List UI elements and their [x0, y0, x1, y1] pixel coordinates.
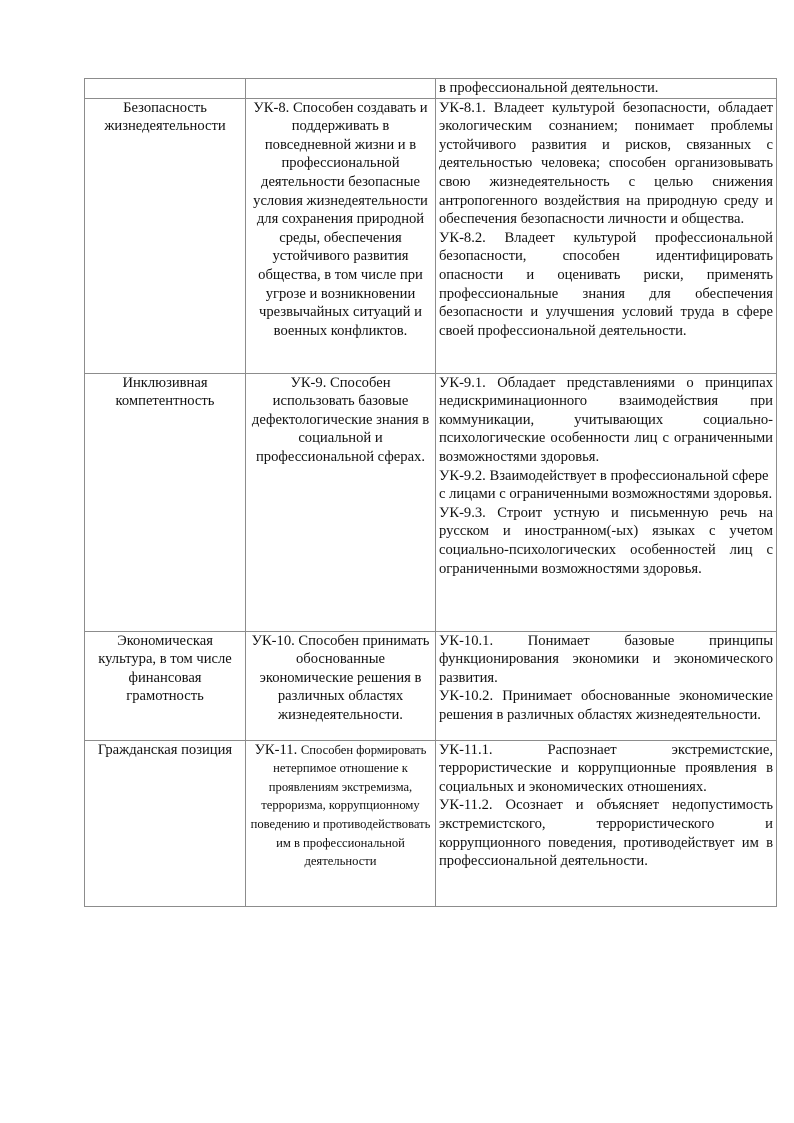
- indicator-text: УК-8.2. Владеет культурой профессиональной безопасности, способен идентифицировать опасности и оценивать риски, применять профессиональные знания для обеспечения безопасности и улучшения условий труда в сфере своей профессиональной деятельности.: [439, 229, 773, 339]
- category-cell: Безопасность жизнедеятельности: [85, 98, 246, 373]
- category-cell: Гражданская позиция: [85, 740, 246, 906]
- table-row: [85, 631, 777, 740]
- indicator-text: УК-9.2. Взаимодействует в профессиональной сфере с лицами с ограниченными возможностями здоровья.: [439, 467, 773, 503]
- indicator-text: УК-11.1. Распознает экстремистские, террористические и коррупционные проявления в социальных и экономических отношениях.: [439, 741, 773, 795]
- indicator-text: УК-8.1. Владеет культурой безопасности, обладает экологическим сознанием; понимает проблемы устойчивого развития и рисков, связанных с деятельностью человека; способен организовывать свою жизнедеятельность с целью снижения антропогенного воздействия на природную среду и обеспечения безопасности личности и общества.: [439, 99, 773, 228]
- table-row: [85, 98, 777, 373]
- table-row: [85, 740, 777, 906]
- indicators-cell: [436, 740, 777, 906]
- competence-cell: УК-10. Способен принимать обоснованные экономические решения в различных областях жизнедеятельности.: [246, 631, 436, 740]
- competence-text: Способен формировать нетерпимое отношение к проявлениям экстремизма, терроризма, коррупционному поведению и противодействовать им в профессиональной деятельности: [250, 742, 431, 869]
- indicator-text: УК-10.2. Принимает обоснованные экономические решения в различных областях жизнедеятельности.: [439, 688, 773, 723]
- category-cell: [85, 79, 246, 99]
- indicator-text: в профессиональной деятельности.: [439, 80, 659, 96]
- competence-cell: УК-9. Способен использовать базовые дефектологические знания в социальной и профессиональной сферах.: [246, 373, 436, 631]
- competencies-table: [84, 78, 777, 907]
- indicators-cell: [436, 98, 777, 373]
- indicator-text: УК-9.3. Строит устную и письменную речь на русском и иностранном(-ых) языках с учетом социально-психологических особенностей лиц с ограниченными возможностями здоровья.: [439, 504, 773, 577]
- table-row: [85, 373, 777, 631]
- competence-cell: [246, 79, 436, 99]
- indicators-cell: [436, 373, 777, 631]
- competence-cell: [246, 740, 436, 906]
- competence-code: УК-11.: [254, 741, 298, 758]
- indicator-text: УК-10.1. Понимает базовые принципы функционирования экономики и экономического развития.: [439, 632, 773, 686]
- category-cell: Экономическая культура, в том числе финансовая грамотность: [85, 631, 246, 740]
- indicator-text: УК-9.1. Обладает представлениями о принципах недискриминационного взаимодействия при коммуникации, учитывающих социально-психологические особенности лиц с ограниченными возможностями здоровья.: [439, 374, 773, 465]
- indicator-text: УК-11.2. Осознает и объясняет недопустимость экстремистского, террористического и коррупционного поведения, противодействует им в профессиональной деятельности.: [439, 797, 773, 870]
- indicators-cell: [436, 79, 777, 99]
- competence-cell: УК-8. Способен создавать и поддерживать в повседневной жизни и в профессиональной деятельности безопасные условия жизнедеятельности для сохранения природной среды, обеспечения устойчивого развития общества, в том числе при угрозе и возникновении чрезвычайных ситуаций и военных конфликтов.: [246, 98, 436, 373]
- indicators-cell: [436, 631, 777, 740]
- table-row: [85, 79, 777, 99]
- category-cell: Инклюзивная компетентность: [85, 373, 246, 631]
